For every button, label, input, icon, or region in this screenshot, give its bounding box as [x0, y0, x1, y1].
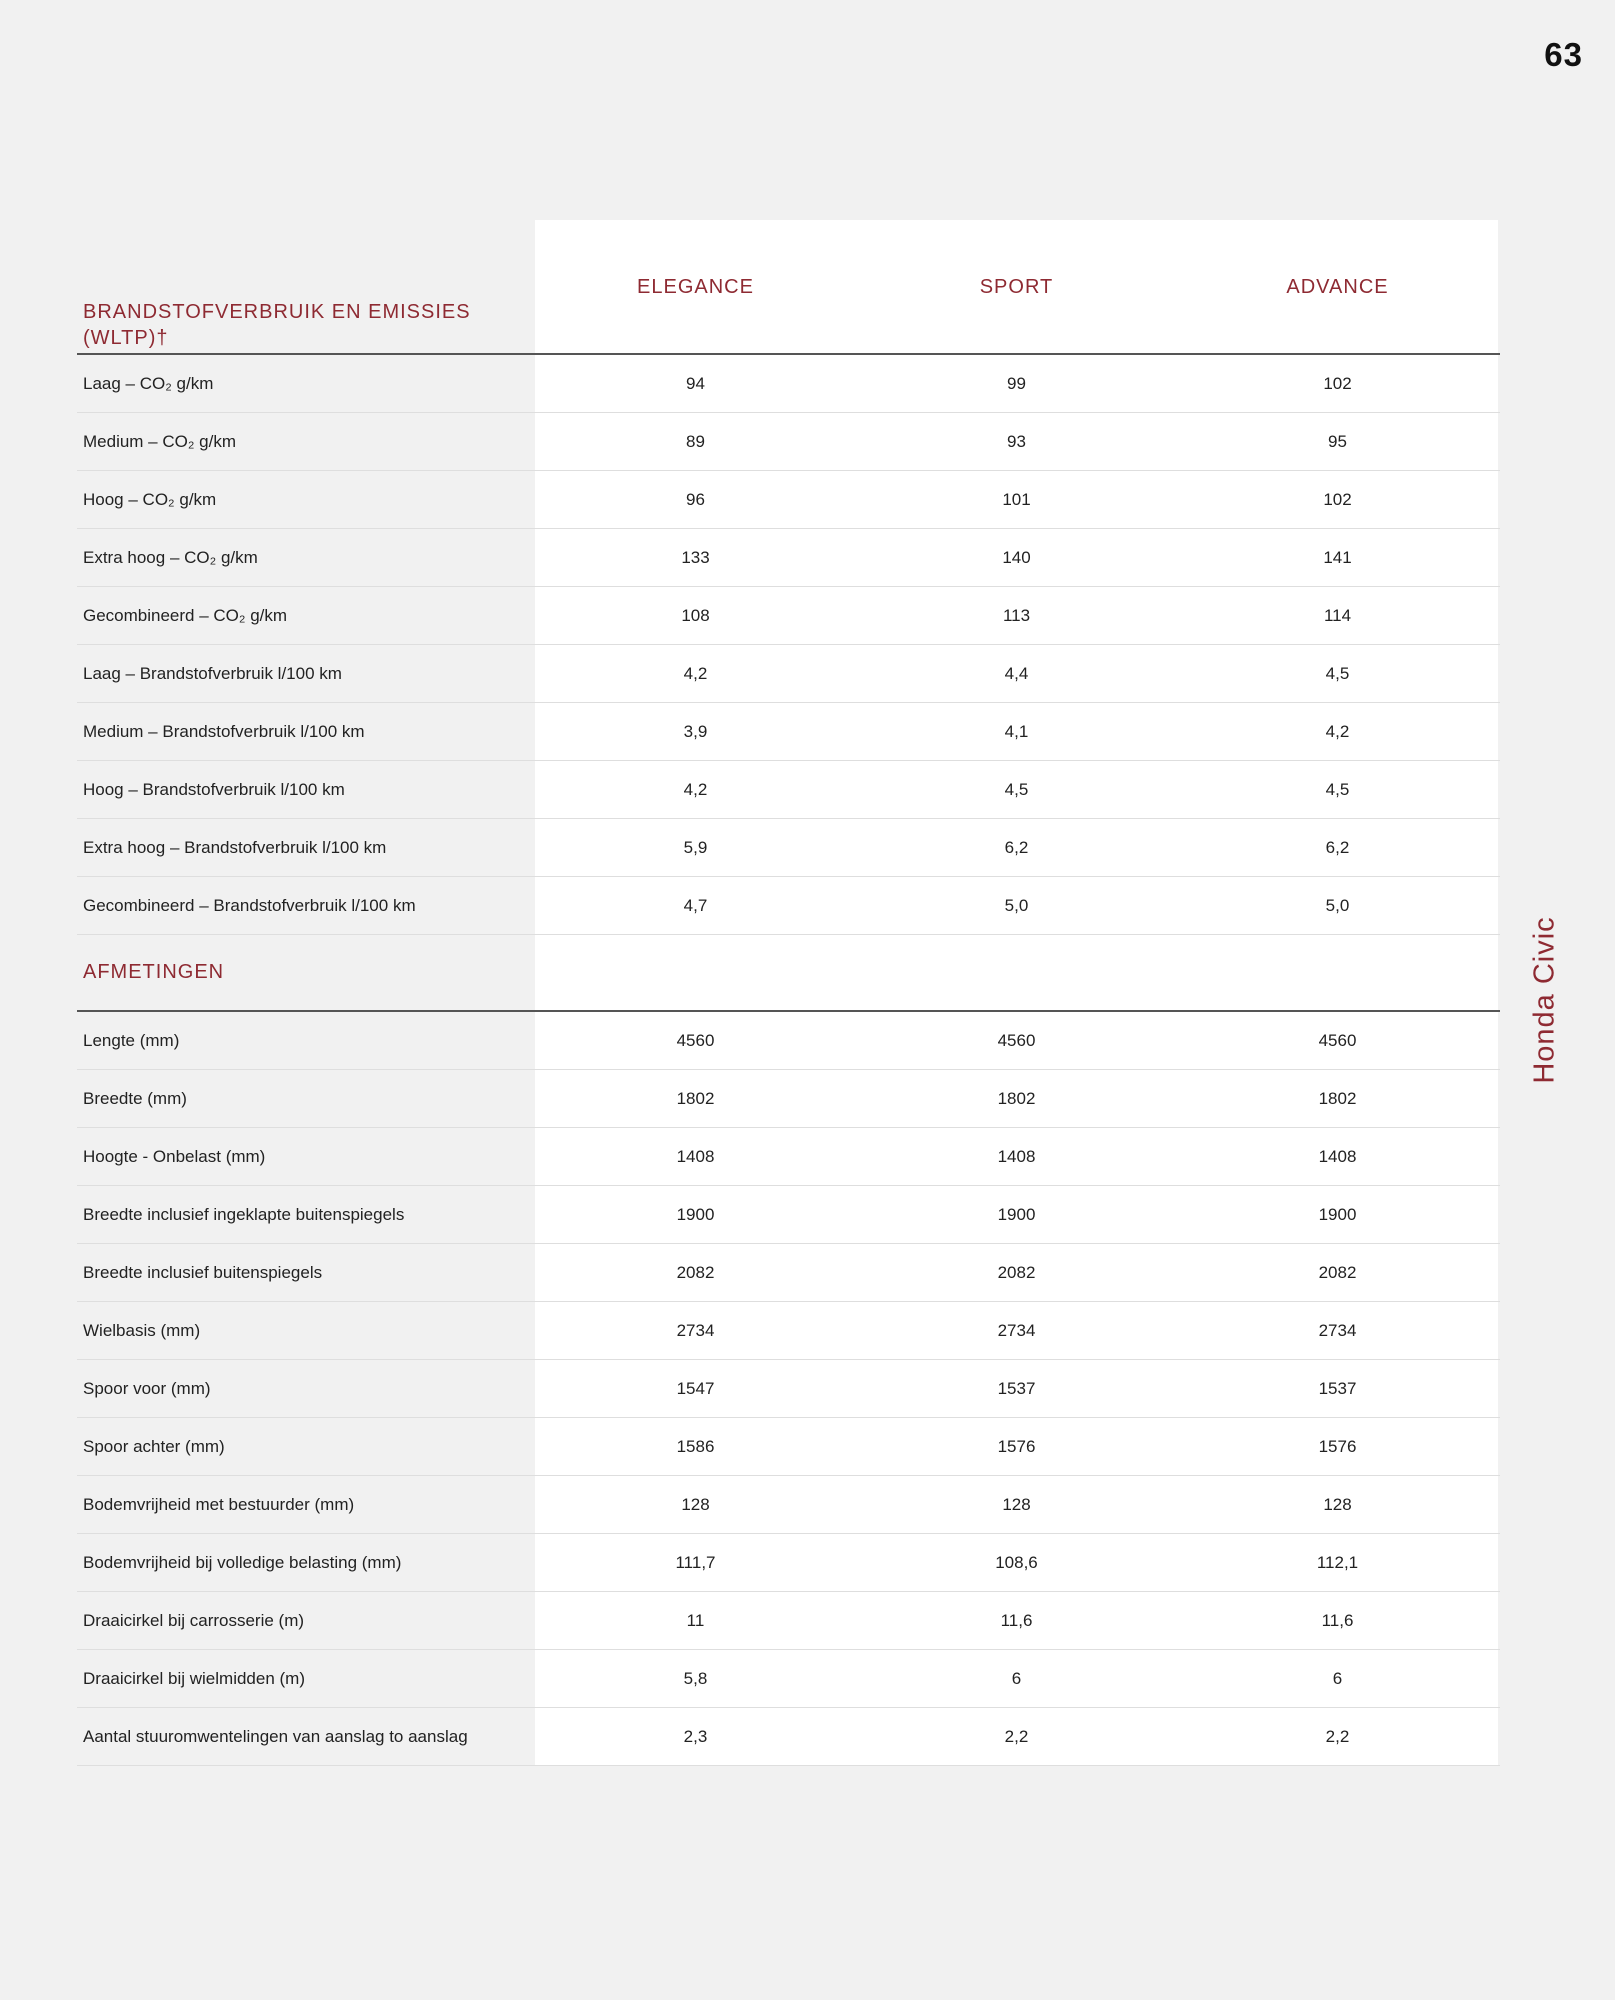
row-label: Draaicirkel bij carrosserie (m) — [83, 1610, 305, 1630]
cell-advance: 2734 — [1318, 1320, 1357, 1340]
row-label: Gecombineerd – Brandstofverbruik l/100 km — [83, 895, 416, 915]
table-row — [77, 413, 1500, 471]
cell-elegance: 4,2 — [683, 663, 708, 683]
row-label: Hoog – CO₂ g/km — [83, 489, 217, 509]
table-row — [77, 761, 1500, 819]
table-row — [77, 1128, 1500, 1186]
cell-sport: 4,1 — [1004, 721, 1029, 741]
section-title-dimensions: AFMETINGEN — [83, 961, 225, 983]
section-header-dimensions — [77, 935, 1500, 1012]
section-title-emissions: BRANDSTOFVERBRUIK EN EMISSIES (WLTP)† — [83, 301, 471, 349]
row-label: Breedte (mm) — [83, 1088, 187, 1108]
row-label: Breedte inclusief ingeklapte buitenspiegels — [83, 1204, 405, 1224]
row-label: Extra hoog – Brandstofverbruik l/100 km — [83, 837, 387, 857]
table-row — [77, 1070, 1500, 1128]
cell-advance: 4560 — [1318, 1030, 1357, 1050]
column-header-advance: ADVANCE — [1286, 276, 1389, 298]
table-row — [77, 1534, 1500, 1592]
table-header — [77, 220, 1500, 355]
cell-sport: 93 — [1007, 431, 1026, 451]
row-label: Laag – CO₂ g/km — [83, 373, 214, 393]
cell-sport: 140 — [1002, 547, 1031, 567]
cell-elegance: 1900 — [676, 1204, 715, 1224]
cell-sport: 1537 — [997, 1378, 1036, 1398]
table-row — [77, 1476, 1500, 1534]
cell-sport: 4560 — [997, 1030, 1036, 1050]
table-row — [77, 1186, 1500, 1244]
table-row — [77, 1302, 1500, 1360]
cell-elegance: 1408 — [676, 1146, 715, 1166]
row-label: Lengte (mm) — [83, 1030, 180, 1050]
cell-advance: 1802 — [1318, 1088, 1357, 1108]
table-row — [77, 1244, 1500, 1302]
cell-elegance: 1586 — [676, 1436, 715, 1456]
table-row — [77, 1592, 1500, 1650]
cell-sport: 4,5 — [1004, 779, 1029, 799]
cell-sport: 113 — [1002, 605, 1031, 625]
row-label: Wielbasis (mm) — [83, 1320, 201, 1340]
table-row — [77, 645, 1500, 703]
cell-elegance: 1547 — [676, 1378, 715, 1398]
cell-advance: 4,5 — [1325, 779, 1350, 799]
cell-sport: 99 — [1007, 373, 1026, 393]
row-label: Bodemvrijheid met bestuurder (mm) — [83, 1494, 355, 1514]
table-row — [77, 1708, 1500, 1766]
cell-advance: 2,2 — [1325, 1726, 1350, 1746]
cell-elegance: 2082 — [676, 1262, 715, 1282]
column-header-elegance: ELEGANCE — [637, 276, 754, 298]
cell-elegance: 108 — [681, 605, 710, 625]
table-row — [77, 587, 1500, 645]
table-row — [77, 1012, 1500, 1070]
table-row — [77, 355, 1500, 413]
page-number: 63 — [1544, 36, 1583, 73]
spec-table — [77, 220, 1500, 1766]
cell-advance: 141 — [1323, 547, 1352, 567]
row-label: Hoog – Brandstofverbruik l/100 km — [83, 779, 345, 799]
cell-elegance: 5,8 — [683, 1668, 708, 1688]
column-header-sport: SPORT — [979, 276, 1054, 298]
cell-advance: 114 — [1323, 605, 1352, 625]
side-title: Honda Civic — [1528, 916, 1561, 1084]
row-label: Medium – Brandstofverbruik l/100 km — [83, 721, 365, 741]
cell-sport: 6,2 — [1004, 837, 1029, 857]
row-label: Bodemvrijheid bij volledige belasting (mm) — [83, 1552, 402, 1572]
row-label: Medium – CO₂ g/km — [83, 431, 237, 451]
cell-advance: 2082 — [1318, 1262, 1357, 1282]
row-label: Hoogte - Onbelast (mm) — [83, 1146, 266, 1166]
cell-sport: 1802 — [997, 1088, 1036, 1108]
cell-sport: 1900 — [997, 1204, 1036, 1224]
cell-elegance: 133 — [681, 547, 710, 567]
cell-elegance: 4,2 — [683, 779, 708, 799]
cell-advance: 112,1 — [1316, 1552, 1359, 1572]
table-row — [77, 471, 1500, 529]
cell-sport: 4,4 — [1004, 663, 1029, 683]
cell-elegance: 2,3 — [683, 1726, 708, 1746]
row-label: Spoor voor (mm) — [83, 1378, 211, 1398]
cell-sport: 11,6 — [1000, 1610, 1033, 1630]
cell-elegance: 1802 — [676, 1088, 715, 1108]
cell-elegance: 96 — [686, 489, 705, 509]
cell-advance: 1408 — [1318, 1146, 1357, 1166]
cell-sport: 2734 — [997, 1320, 1036, 1340]
cell-sport: 1576 — [997, 1436, 1036, 1456]
cell-advance: 102 — [1323, 489, 1352, 509]
cell-advance: 4,2 — [1325, 721, 1350, 741]
cell-elegance: 94 — [686, 373, 705, 393]
cell-advance: 11,6 — [1321, 1610, 1354, 1630]
cell-advance: 128 — [1323, 1494, 1352, 1514]
cell-advance: 6 — [1332, 1668, 1343, 1688]
cell-advance: 95 — [1328, 431, 1347, 451]
cell-elegance: 5,9 — [683, 837, 708, 857]
table-row — [77, 1650, 1500, 1708]
table-row — [77, 703, 1500, 761]
cell-elegance: 2734 — [676, 1320, 715, 1340]
cell-sport: 128 — [1002, 1494, 1031, 1514]
row-label: Breedte inclusief buitenspiegels — [83, 1262, 323, 1282]
cell-advance: 5,0 — [1325, 895, 1350, 915]
row-label: Draaicirkel bij wielmidden (m) — [83, 1668, 305, 1688]
table-row — [77, 1418, 1500, 1476]
cell-elegance: 128 — [681, 1494, 710, 1514]
cell-sport: 2082 — [997, 1262, 1036, 1282]
row-label: Laag – Brandstofverbruik l/100 km — [83, 663, 342, 683]
row-label: Spoor achter (mm) — [83, 1436, 225, 1456]
cell-sport: 101 — [1002, 489, 1031, 509]
cell-advance: 1576 — [1318, 1436, 1357, 1456]
row-label: Extra hoog – CO₂ g/km — [83, 547, 258, 567]
row-label: Aantal stuuromwentelingen van aanslag to aanslag — [83, 1726, 468, 1746]
cell-elegance: 3,9 — [683, 721, 708, 741]
cell-sport: 5,0 — [1004, 895, 1029, 915]
cell-advance: 102 — [1323, 373, 1352, 393]
cell-elegance: 111,7 — [675, 1552, 716, 1572]
table-row — [77, 1360, 1500, 1418]
cell-advance: 1900 — [1318, 1204, 1357, 1224]
cell-sport: 2,2 — [1004, 1726, 1029, 1746]
cell-elegance: 11 — [686, 1610, 705, 1630]
cell-sport: 108,6 — [995, 1552, 1038, 1572]
cell-advance: 4,5 — [1325, 663, 1350, 683]
cell-sport: 6 — [1011, 1668, 1022, 1688]
table-row — [77, 877, 1500, 935]
cell-elegance: 4560 — [676, 1030, 715, 1050]
cell-sport: 1408 — [997, 1146, 1036, 1166]
cell-advance: 6,2 — [1325, 837, 1350, 857]
cell-advance: 1537 — [1318, 1378, 1357, 1398]
table-row — [77, 819, 1500, 877]
cell-elegance: 89 — [686, 431, 705, 451]
table-row — [77, 529, 1500, 587]
row-label: Gecombineerd – CO₂ g/km — [83, 605, 288, 625]
cell-elegance: 4,7 — [683, 895, 708, 915]
